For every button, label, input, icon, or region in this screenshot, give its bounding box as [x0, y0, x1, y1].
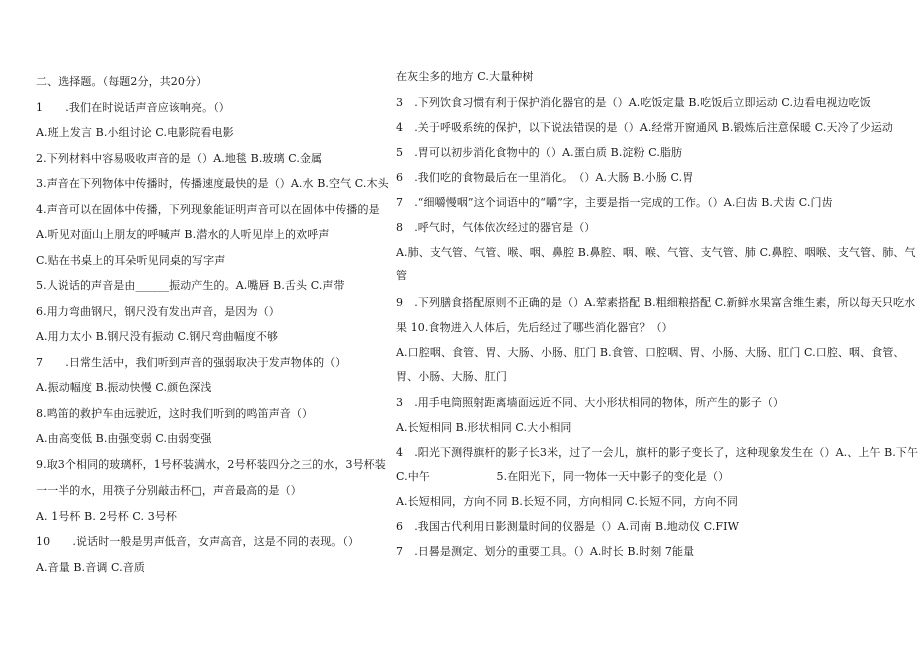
question-line: 5 .胃可以初步消化食物中的（）A.蛋白质 B.淀粉 C.脂肪	[396, 146, 683, 159]
question-line: 在灰尘多的地方 C.大量种树	[396, 70, 534, 83]
question-line: 7 .日晷是测定、划分的重要工具。（）A.时长 B.时刻 7能量	[396, 545, 695, 558]
question-line: 6.用力弯曲钢尺，钢尺没有发出声音，是因为（）	[36, 305, 280, 318]
question-line: A.班上发言 B.小组讨论 C.电影院看电影	[36, 126, 234, 139]
question-line: 9.取3个相同的玻璃杯，1号杯装满水，2号杯装四分之三的水，3号杯装	[36, 458, 386, 471]
question-line: 5.人说话的声音是由______振动产生的。A.嘴唇 B.舌头 C.声带	[36, 279, 345, 292]
question-line: A.用力太小 B.钢尺没有振动 C.钢尺弯曲幅度不够	[36, 330, 279, 343]
question-line: 8.鸣笛的救护车由远驶近，这时我们听到的鸣笛声音（）	[36, 407, 314, 420]
question-line: A.肺、支气管、气管、喉、咽、鼻腔 B.鼻腔、咽、喉、气管、支气管、肺 C.鼻腔、咽喉、支气管、肺、气	[396, 246, 916, 259]
question-line: 8 .呼气时，气体依次经过的器官是（）	[396, 221, 596, 234]
question-line: A.长短相同 B.形状相同 C.大小相同	[396, 421, 572, 434]
question-line: 7 .“细嚼慢咽”这个词语中的“嚼”字，主要是指一完成的工作。（）A.臼齿 B.犬齿 C.门齿	[396, 196, 833, 209]
question-line: A. 1号杯 B. 2号杯 C. 3号杯	[36, 510, 178, 523]
question-line: 管	[396, 269, 408, 282]
question-line: 4.声音可以在固体中传播，下列现象能证明声音可以在固体中传播的是	[36, 203, 380, 216]
question-line: 4 .关于呼吸系统的保护，以下说法错误的是（）A.经常开窗通风 B.锻炼后注意保暖 C.天冷了少运动	[396, 121, 894, 134]
question-line: A.由高变低 B.由强变弱 C.由弱变强	[36, 432, 212, 445]
question-line: 4 .阳光下测得旗杆的影子长3米，过了一会儿，旗杆的影子变长了，这种现象发生在（）A.、上午 B.下午	[396, 446, 919, 459]
question-line: C.贴在书桌上的耳朵听见同桌的写字声	[36, 254, 226, 267]
question-line: A.听见对面山上朋友的呼喊声 B.潜水的人听见岸上的欢呼声	[36, 228, 330, 241]
question-line: 7 .日常生活中，我们听到声音的强弱取决于发声物体的（）	[36, 356, 347, 369]
question-line: 3.声音在下列物体中传播时，传播速度最快的是（）A.水 B.空气 C.木头	[36, 177, 389, 190]
question-line: 6 .我们吃的食物最后在一里消化。 （）A.大肠 B.小肠 C.胃	[396, 171, 694, 184]
question-line: A.振动幅度 B.振动快慢 C.颜色深浅	[36, 381, 212, 394]
question-line: 3 .用手电筒照射距离墙面远近不同、大小形状相同的物体，所产生的影子（）	[396, 396, 785, 409]
question-line: A.口腔咽、食管、胃、大肠、小肠、肛门 B.食管、口腔咽、胃、小肠、大肠、肛门 C.口腔、咽、食管、	[396, 346, 905, 359]
question-line: 1 .我们在时说话声音应该响亮。（）	[36, 101, 230, 114]
question-line: 2.下列材料中容易吸收声音的是（）A.地毯 B.玻璃 C.金属	[36, 152, 323, 165]
question-line: 6 .我国古代利用日影测量时间的仪器是（）A.司南 B.地动仪 C.FIW	[396, 520, 740, 533]
question-line: A.长短相同，方向不同 B.长短不同，方向相同 C.长短不同，方向不同	[396, 495, 739, 508]
section-heading: 二、选择题。（每题2分，共20分）	[36, 75, 208, 88]
question-line: 10 .说话时一般是男声低音，女声高音，这是不同的表现。（）	[36, 535, 360, 548]
question-line: 果 10.食物进入人体后，先后经过了哪些消化器官？（）	[396, 321, 673, 334]
question-line: 胃、小肠、大肠、肛门	[396, 370, 507, 383]
question-line: 9 .下列膳食搭配原则不正确的是（）A.荤素搭配 B.粗细粮搭配 C.新鲜水果富含维生素，所以每天只吃水	[396, 296, 916, 309]
question-line: C.中午 5.在阳光下，同一物体一天中影子的变化是（）	[396, 470, 730, 483]
question-line: 一一半的水，用筷子分别敲击杯□，声音最高的是（）	[36, 484, 302, 497]
question-line: A.音量 B.音调 C.音质	[36, 561, 145, 574]
question-line: 3 .下列饮食习惯有利于保护消化器官的是（）A.吃饭定量 B.吃饭后立即运动 C.边看电视边吃饭	[396, 96, 871, 109]
